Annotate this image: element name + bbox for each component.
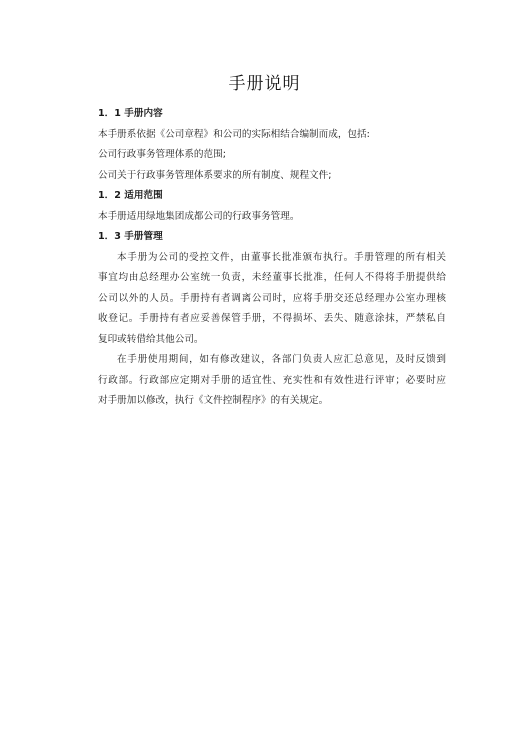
body-line: 行政部。行政部应定期对手册的适宜性、充实性和有效性进行评审；必要时应	[98, 374, 446, 386]
document-body	[98, 104, 446, 412]
body-line: 公司以外的人员。手册持有者调离公司时，应将手册交还总经理办公室办理核	[98, 292, 446, 304]
body-line: 对手册加以修改，执行《文件控制程序》的有关规定。	[98, 395, 329, 406]
body-line: 本手册适用绿地集团成都公司的行政事务管理。	[98, 210, 300, 222]
body-line: 复印或转借给其他公司。	[98, 333, 204, 345]
section-heading: 1．3 手册管理	[98, 231, 163, 242]
body-line: 公司关于行政事务管理体系要求的所有制度、规程文件;	[98, 169, 332, 181]
body-line: 在手册使用期间，如有修改建议，各部门负责人应汇总意见，及时反馈到	[117, 354, 446, 365]
body-line: 公司行政事务管理体系的范围;	[98, 149, 226, 160]
section-heading: 1．2 适用范围	[98, 190, 163, 201]
body-line: 本手册为公司的受控文件，由董事长批准颁布执行。手册管理的所有相关	[117, 251, 446, 263]
document-title: 手册说明	[228, 74, 301, 94]
body-line: 收登记。手册持有者应妥善保管手册，不得损坏、丢失、随意涂抹，严禁私自	[98, 313, 446, 324]
section-heading: 1．1 手册内容	[98, 108, 163, 119]
body-line: 本手册系依据《公司章程》和公司的实际相结合编制而成，包括:	[98, 128, 370, 140]
body-line: 事宜均由总经理办公室统一负责，未经董事长批准，任何人不得将手册提供给	[98, 272, 446, 283]
